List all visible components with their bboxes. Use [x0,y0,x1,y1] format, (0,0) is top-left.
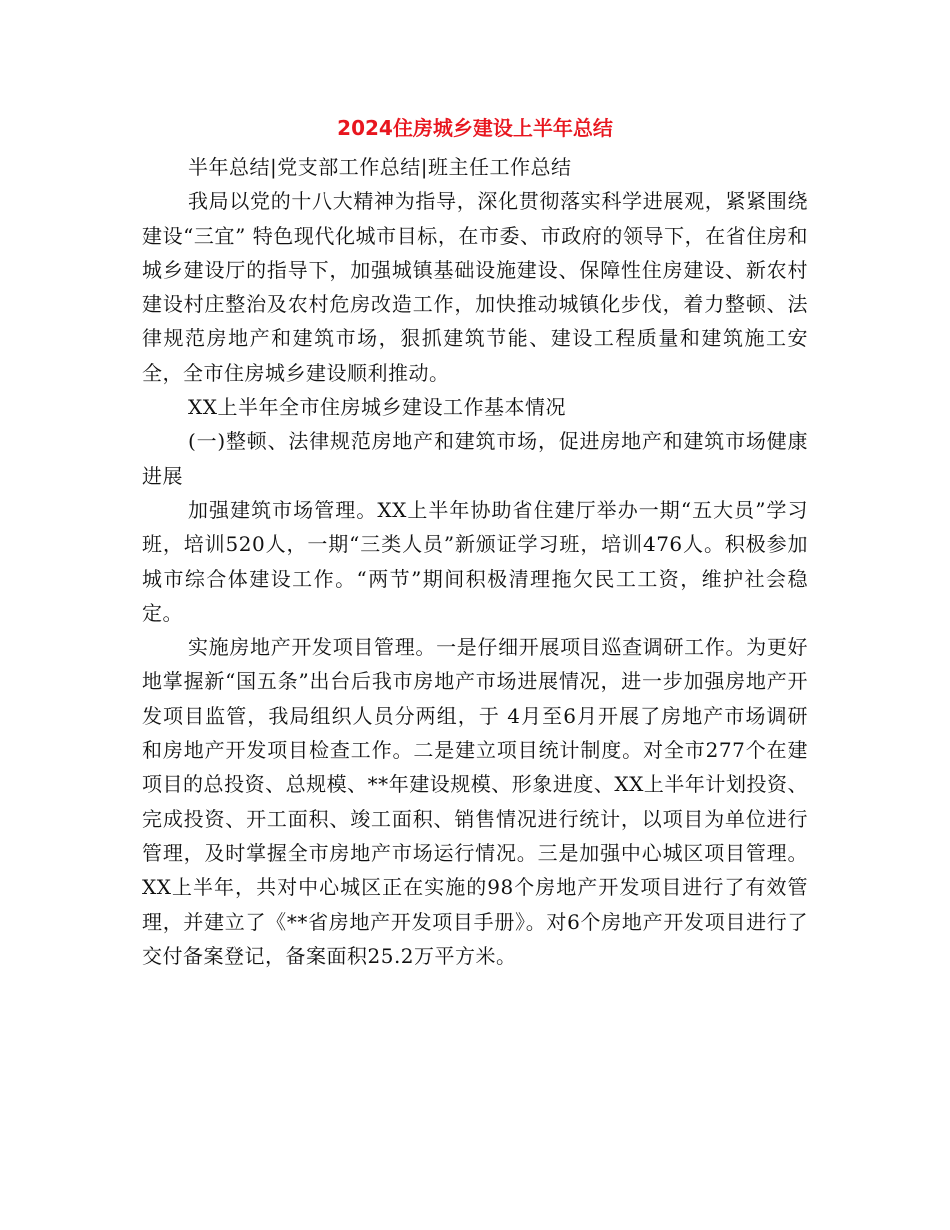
intro-paragraph: 我局以党的十八大精神为指导，深化贯彻落实科学进展观，紧紧围绕建设“三宜” 特色现代化城市目标，在市委、市政府的领导下，在省住房和城乡建设厅的指导下，加强城镇基础设施建设、保障性住房建设、新农村建设村庄整治及农村危房改造工作，加快推动城镇化步伐，着力整顿、法律规范房地产和建筑市场，狠抓建筑节能、建设工程质量和建筑施工安全，全市住房城乡建设顺利推动。 [142,189,808,385]
subsection-heading: (一)整顿、法律规范房地产和建筑市场，促进房地产和建筑市场健康进展 [142,429,808,488]
real-estate-projects-paragraph: 实施房地产开发项目管理。一是仔细开展项目巡查调研工作。为更好地掌握新“国五条”出台后我市房地产市场进展情况，进一步加强房地产开发项目监管，我局组织人员分两组，于 4月至6月开展了房地产市场调研和房地产开发项目检查工作。二是建立项目统计制度。对全市277个在建项目的总投资、总规模、**年建设规模、形象进度、XX上半年计划投资、完成投资、开工面积、竣工面积、销售情况进行统计，以项目为单位进行管理，及时掌握全市房地产市场运行情况。三是加强中心城区项目管理。XX上半年，共对中心城区正在实施的98个房地产开发项目进行了有效管理，并建立了《**省房地产开发项目手册》。对6个房地产开发项目进行了交付备案登记，备案面积25.2万平方米。 [142,635,808,968]
category-line: 半年总结|党支部工作总结|班主任工作总结 [188,155,572,179]
document-title: 2024住房城乡建设上半年总结 [337,116,613,140]
section-heading: XX上半年全市住房城乡建设工作基本情况 [188,395,566,420]
construction-market-paragraph: 加强建筑市场管理。XX上半年协助省住建厅举办一期“五大员”学习班，培训520人，一期“三类人员”新颁证学习班，培训476人。积极参加城市综合体建设工作。“两节”期间积极清理拖欠民工工资，维护社会稳定。 [142,497,808,625]
